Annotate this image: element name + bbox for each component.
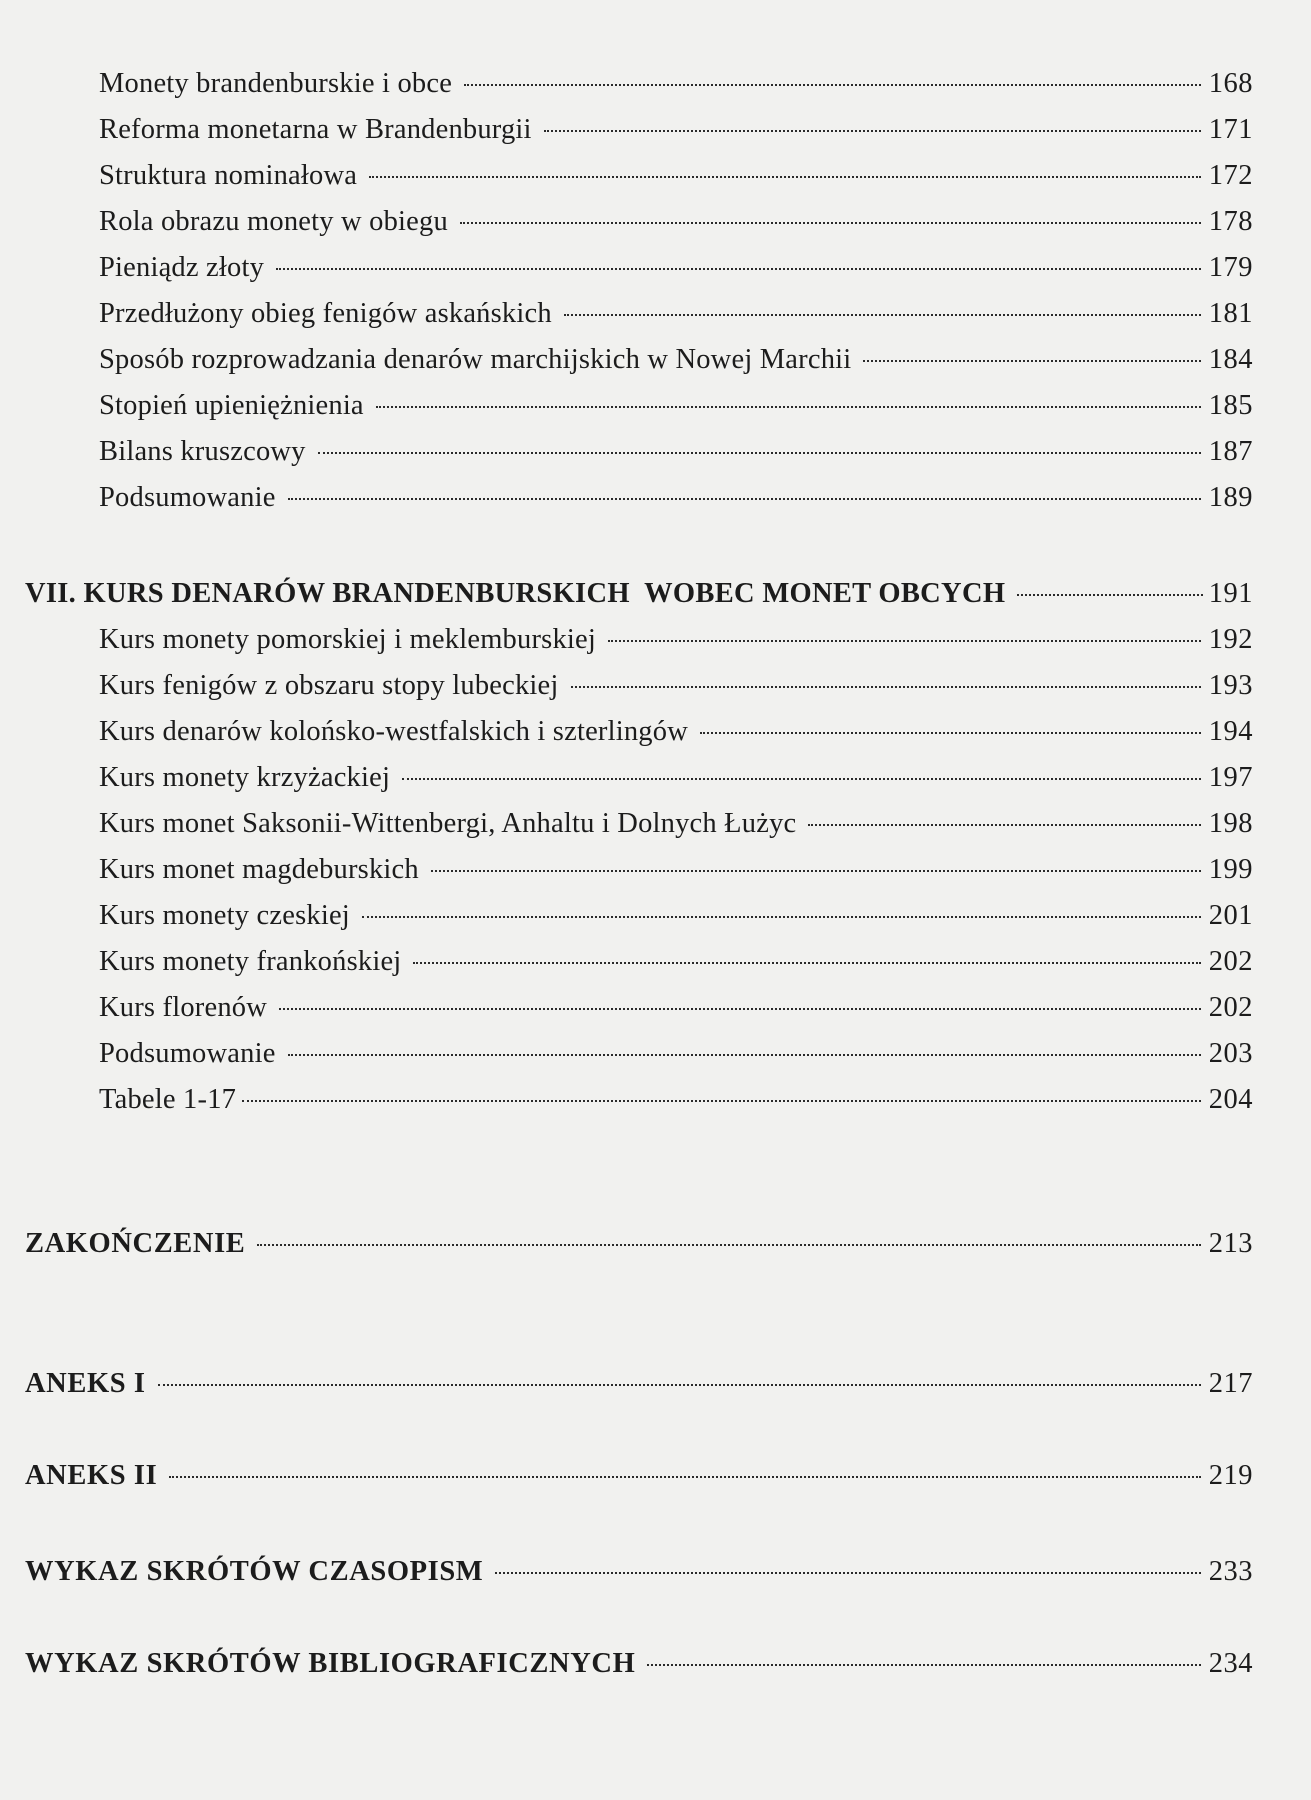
toc-entry[interactable]	[99, 992, 1253, 1024]
toc-entry-title: Kurs florenów	[99, 992, 268, 1023]
dot-leader	[279, 1008, 1201, 1010]
toc-entry-title: Kurs monet magdeburskich	[99, 854, 419, 885]
toc-entry-title: Przedłużony obieg fenigów askańskich	[99, 298, 552, 329]
toc-section-zakonczenie[interactable]	[25, 1228, 1253, 1260]
toc-entry-page: 202	[1208, 946, 1253, 977]
toc-entry-page: 184	[1208, 344, 1253, 375]
toc-entry[interactable]	[99, 298, 1253, 330]
toc-section-title: ZAKOŃCZENIE	[25, 1228, 246, 1259]
dot-leader	[544, 130, 1201, 132]
toc-entry[interactable]	[99, 946, 1253, 978]
toc-entry-page: 178	[1208, 206, 1253, 237]
toc-entry-title: Kurs monet Saksonii-Wittenbergi, Anhaltu i Dolnych Łużyc	[99, 808, 797, 839]
dot-leader	[460, 222, 1201, 224]
toc-section-title: WYKAZ SKRÓTÓW CZASOPISM	[25, 1556, 484, 1587]
dot-leader	[700, 732, 1201, 734]
toc-entry-page: 197	[1208, 762, 1253, 793]
toc-entry[interactable]	[99, 252, 1253, 284]
toc-entry-page: 171	[1208, 114, 1253, 145]
toc-entry-title: Kurs monety czeskiej	[99, 900, 350, 931]
toc-entry[interactable]	[99, 624, 1253, 656]
toc-entry-title: Monety brandenburskie i obce	[99, 68, 453, 99]
toc-entry-page: 204	[1208, 1084, 1253, 1115]
toc-entry[interactable]	[99, 670, 1253, 702]
toc-entry[interactable]	[99, 160, 1253, 192]
toc-entry[interactable]	[99, 1038, 1253, 1070]
toc-chapter-title: VII. KURS DENARÓW BRANDENBURSKICH WOBEC MONET OBCYCH	[25, 578, 1006, 609]
dot-leader	[376, 406, 1201, 408]
toc-entry[interactable]	[99, 344, 1253, 376]
toc-chapter-vii[interactable]	[25, 578, 1253, 610]
dot-leader	[158, 1384, 1201, 1386]
toc-section-page: 213	[1208, 1228, 1253, 1259]
toc-entry-title: Sposób rozprowadzania denarów marchijskich w Nowej Marchii	[99, 344, 852, 375]
toc-entry-page: 187	[1208, 436, 1253, 467]
dot-leader	[362, 916, 1201, 918]
toc-section-title: WYKAZ SKRÓTÓW BIBLIOGRAFICZNYCH	[25, 1648, 636, 1679]
toc-entry[interactable]	[99, 68, 1253, 100]
toc-entry[interactable]	[99, 716, 1253, 748]
dot-leader	[288, 498, 1201, 500]
toc-entry-title: Pieniądz złoty	[99, 252, 265, 283]
toc-entry[interactable]	[99, 436, 1253, 468]
toc-entry-title: Kurs fenigów z obszaru stopy lubeckiej	[99, 670, 559, 701]
toc-entry[interactable]	[99, 482, 1253, 514]
toc-entry-page: 198	[1208, 808, 1253, 839]
dot-leader	[571, 686, 1201, 688]
toc-entry-title: Kurs monety krzyżackiej	[99, 762, 391, 793]
toc-entry-page: 185	[1208, 390, 1253, 421]
toc-entry-title: Reforma monetarna w Brandenburgii	[99, 114, 532, 145]
dot-leader	[257, 1244, 1200, 1246]
toc-entry-title: Stopień upieniężnienia	[99, 390, 364, 421]
toc-entry-page: 168	[1208, 68, 1253, 99]
toc-section-aneks-ii[interactable]	[25, 1460, 1253, 1492]
toc-section-wykaz-skrotow-czasopism[interactable]	[25, 1556, 1253, 1588]
toc-entry-page: 201	[1208, 900, 1253, 931]
toc-entry[interactable]	[99, 762, 1253, 794]
toc-entry[interactable]	[99, 1084, 1253, 1116]
dot-leader	[464, 84, 1201, 86]
dot-leader	[288, 1054, 1201, 1056]
toc-section-aneks-i[interactable]	[25, 1368, 1253, 1400]
dot-leader	[169, 1476, 1200, 1478]
toc-entry-title: Tabele 1-17	[99, 1084, 237, 1115]
toc-entry-title: Podsumowanie	[99, 1038, 276, 1069]
dot-leader	[495, 1572, 1200, 1574]
toc-entry-page: 192	[1208, 624, 1253, 655]
toc-entry-title: Kurs monety pomorskiej i meklemburskiej	[99, 624, 596, 655]
toc-entry-title: Bilans kruszcowy	[99, 436, 306, 467]
toc-entry-page: 172	[1208, 160, 1253, 191]
dot-leader	[242, 1100, 1201, 1102]
toc-entry-title: Kurs denarów kolońsko-westfalskich i szterlingów	[99, 716, 688, 747]
toc-entry[interactable]	[99, 808, 1253, 840]
toc-entry-page: 202	[1208, 992, 1253, 1023]
toc-section-title: ANEKS II	[25, 1460, 158, 1491]
dot-leader	[564, 314, 1201, 316]
toc-section-page: 234	[1208, 1648, 1253, 1679]
toc-section-page: 233	[1208, 1556, 1253, 1587]
dot-leader	[318, 452, 1201, 454]
dot-leader	[608, 640, 1201, 642]
toc-entry-title: Struktura nominałowa	[99, 160, 358, 191]
toc-entry[interactable]	[99, 114, 1253, 146]
dot-leader	[863, 360, 1200, 362]
toc-entry-title: Kurs monety frankońskiej	[99, 946, 402, 977]
dot-leader	[808, 824, 1200, 826]
toc-section-page: 217	[1208, 1368, 1253, 1399]
toc-entry-page: 194	[1208, 716, 1253, 747]
toc-entry-page: 189	[1208, 482, 1253, 513]
toc-entry-page: 203	[1208, 1038, 1253, 1069]
toc-section-page: 219	[1208, 1460, 1253, 1491]
toc-entry[interactable]	[99, 390, 1253, 422]
toc-entry[interactable]	[99, 900, 1253, 932]
toc-entry-page: 193	[1208, 670, 1253, 701]
dot-leader	[431, 870, 1201, 872]
toc-entry-page: 181	[1208, 298, 1253, 329]
toc-entry[interactable]	[99, 854, 1253, 886]
toc-entry-page: 179	[1208, 252, 1253, 283]
toc-entry-title: Rola obrazu monety w obiegu	[99, 206, 448, 237]
dot-leader	[413, 962, 1200, 964]
dot-leader	[369, 176, 1201, 178]
dot-leader	[402, 778, 1201, 780]
toc-chapter-page: 191	[1208, 578, 1253, 609]
toc-entry[interactable]	[99, 206, 1253, 238]
toc-entry-title: Podsumowanie	[99, 482, 276, 513]
dot-leader	[276, 268, 1201, 270]
dot-leader	[1017, 594, 1202, 596]
toc-entry-page: 199	[1208, 854, 1253, 885]
dot-leader	[647, 1664, 1200, 1666]
toc-section-wykaz-skrotow-bibliograficznych[interactable]	[25, 1648, 1253, 1680]
toc-section-title: ANEKS I	[25, 1368, 146, 1399]
